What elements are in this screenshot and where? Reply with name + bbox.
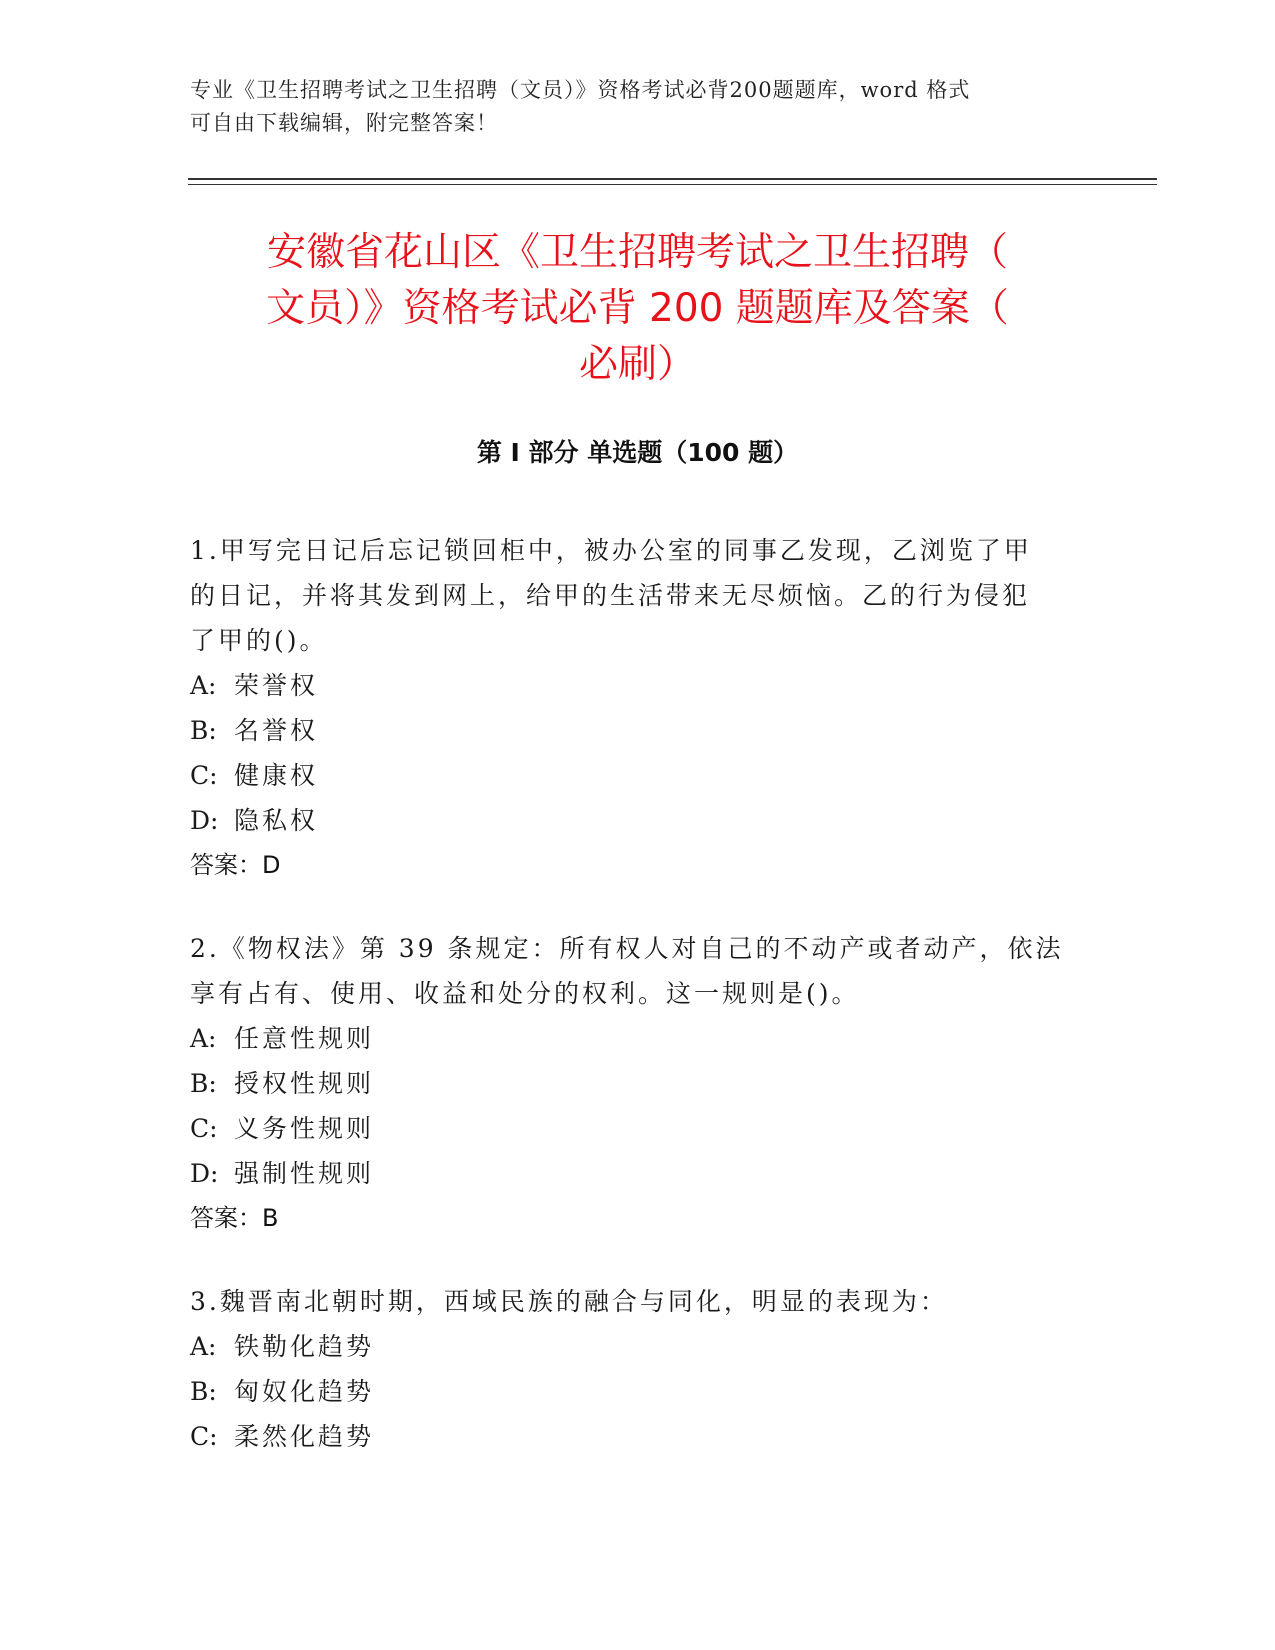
question-item (190, 1279, 1090, 1459)
question-item (190, 926, 1090, 1241)
question-option (190, 1061, 1090, 1106)
question-stem-line: 1.甲写完日记后忘记锁回柜中，被办公室的同事乙发现，乙浏览了甲 (190, 536, 1032, 565)
option-text: 义务性规则 (234, 1114, 375, 1143)
document-title (190, 225, 1085, 393)
question-option (190, 1414, 1090, 1459)
document-title-line-1: 安徽省花山区《卫生招聘考试之卫生招聘（ (266, 230, 1008, 275)
question-answer: 答案：B (190, 1204, 279, 1232)
question-option (190, 1369, 1090, 1414)
option-key: C: (190, 1422, 218, 1451)
header-note (190, 74, 1090, 140)
option-key: A: (190, 1024, 217, 1053)
option-text: 匈奴化趋势 (234, 1377, 375, 1406)
question-stem-line: 了甲的()。 (190, 626, 328, 655)
question-option (190, 1151, 1090, 1196)
question-answer: 答案：D (190, 851, 281, 879)
header-note-line-1: 专业《卫生招聘考试之卫生招聘（文员）》资格考试必背200题题库，word 格式 (190, 78, 971, 102)
option-text: 隐私权 (234, 806, 319, 835)
question-option (190, 753, 1090, 798)
question-option (190, 663, 1090, 708)
option-key: C: (190, 1114, 218, 1143)
section-title: 第 I 部分 单选题（100 题） (476, 438, 799, 467)
option-text: 荣誉权 (234, 671, 319, 700)
question-option (190, 708, 1090, 753)
option-key: B: (190, 716, 217, 745)
option-text: 强制性规则 (234, 1159, 375, 1188)
header-note-line-2: 可自由下载编辑，附完整答案！ (190, 111, 498, 135)
option-text: 授权性规则 (234, 1069, 375, 1098)
header-divider-thick (188, 178, 1157, 180)
question-stem-line: 享有占有、使用、收益和处分的权利。这一规则是()。 (190, 979, 860, 1008)
question-option (190, 1324, 1090, 1369)
document-title-line-3: 必刷） (578, 342, 696, 387)
question-option (190, 1106, 1090, 1151)
question-item (190, 528, 1090, 888)
option-key: A: (190, 1332, 217, 1361)
header-divider-thin (188, 184, 1157, 185)
question-option (190, 1016, 1090, 1061)
option-key: A: (190, 671, 217, 700)
question-stem-line: 2.《物权法》第 39 条规定：所有权人对自己的不动产或者动产，依法 (190, 934, 1064, 963)
option-key: B: (190, 1069, 217, 1098)
question-list (190, 528, 1090, 1497)
option-key: B: (190, 1377, 217, 1406)
option-text: 健康权 (234, 761, 319, 790)
option-key: D: (190, 806, 219, 835)
question-option (190, 798, 1090, 843)
option-key: C: (190, 761, 218, 790)
option-key: D: (190, 1159, 219, 1188)
question-stem-line: 3.魏晋南北朝时期，西域民族的融合与同化，明显的表现为： (190, 1287, 948, 1316)
option-text: 任意性规则 (234, 1024, 375, 1053)
option-text: 名誉权 (234, 716, 319, 745)
option-text: 柔然化趋势 (234, 1422, 375, 1451)
question-stem-line: 的日记，并将其发到网上，给甲的生活带来无尽烦恼。乙的行为侵犯 (190, 581, 1031, 610)
option-text: 铁勒化趋势 (234, 1332, 375, 1361)
document-title-line-2: 文员）》资格考试必背 200 题题库及答案（ (266, 286, 1009, 331)
